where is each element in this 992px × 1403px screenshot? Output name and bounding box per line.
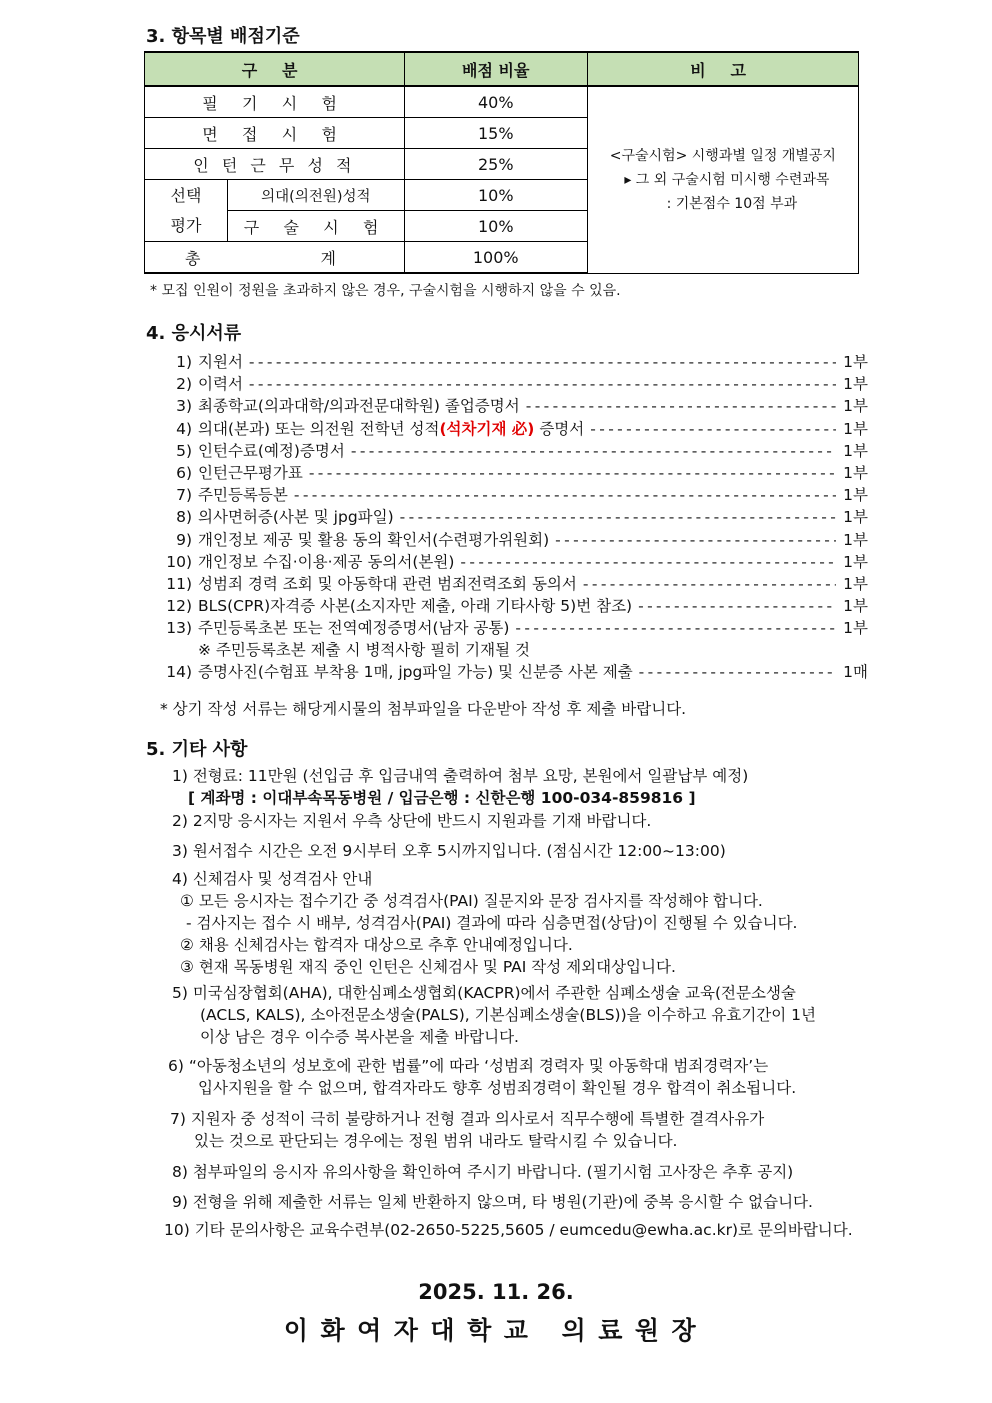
issue-date: 2025. 11. 26. [418, 1280, 574, 1304]
list-item: 3) 최종학교(의과대학/의과전문대학원) 졸업증명서 - - - 1부 [160, 394, 868, 416]
list-item: 5) 인턴수료(예정)증명서 - - - 1부 [160, 439, 868, 461]
list-item: 11) 성범죄 경력 조회 및 아동학대 관련 범죄전력조회 동의서 - - - 1부 [160, 572, 868, 594]
header-remark: 비 고 [587, 52, 858, 86]
row-label: 면 접 시 험 [145, 118, 405, 149]
list-item: 13) 주민등록초본 또는 전역예정증명서(남자 공통) - - - 1부 [160, 616, 868, 638]
documents-note: * 상기 작성 서류는 해당게시물의 첨부파일을 다운받아 작성 후 제출 바랍니다. [160, 700, 687, 718]
list-item: 14) 증명사진(수험표 부착용 1매, jpg파일 가능) 및 신분증 사본 제출 - - - 1매 [160, 660, 868, 682]
bank-account: [ 계좌명 : 이대부속목동병원 / 입금은행 : 신한은행 100-034-859816 ] [188, 789, 696, 807]
list-item: 4) 의대(본과) 또는 의전원 전학년 성적(석차기재 必) 증명서 - - - 1부 [160, 417, 868, 439]
list-item: 1) 지원서 - - - 1부 [160, 350, 868, 372]
etc-item-8: 8) 첨부파일의 응시자 유의사항을 확인하여 주시기 바랍니다. (필기시험 고사장은 추후 공지) [172, 1163, 794, 1181]
signature: 이화여자대학교 의료원장 [283, 1316, 709, 1345]
row-label: 의대(의전원)성적 [228, 180, 405, 211]
etc-item-5: 5) 미국심장협회(AHA), 대한심폐소생협회(KACPR)에서 주관한 심폐소생술 교육(전문소생술 (ACLS, KALS), 소아전문소생술(PALS), 기본심폐소생술(BLS))을 이수하고 유효기간이 1년 이상 남은 경우 이수증 복사본을 제출 바랍니다. [172, 984, 816, 1046]
row-ratio: 15% [404, 118, 587, 149]
row-label: 인 턴 근 무 성 적 [145, 149, 405, 180]
header-ratio: 배점 비율 [404, 52, 587, 86]
remark-cell [587, 86, 858, 273]
etc-item-2: 2) 2지망 응시자는 지원서 우측 상단에 반드시 지원과를 기재 바랍니다. [172, 812, 652, 830]
scoring-table [144, 51, 859, 274]
highlight-rank-required: (석차기재 必) [439, 419, 535, 438]
row-ratio: 40% [404, 86, 587, 118]
list-item: 2) 이력서 - - - 1부 [160, 372, 868, 394]
list-item: 10) 개인정보 수집·이용·제공 동의서(본원) - - - 1부 [160, 550, 868, 572]
list-item: 8) 의사면허증(사본 및 jpg파일) - - - 1부 [160, 505, 868, 527]
etc-item-7: 7) 지원자 중 성적이 극히 불량하거나 전형 결과 의사로서 직무수행에 특별한 결격사유가 있는 것으로 판단되는 경우에는 정원 범위 내라도 탈락시킬 수 있습니다. [170, 1110, 765, 1150]
etc-item-3: 3) 원서접수 시간은 오전 9시부터 오후 5시까지입니다. (점심시간 12:00~13:00) [172, 842, 726, 860]
etc-item-6: 6) “아동청소년의 성보호에 관한 법률”에 따라 ‘성범죄 경력자 및 아동학대 범죄경력자’는 입사지원을 할 수 없으며, 합격자라도 향후 성범죄경력이 확인될 경우 합격이 취소됩니다. [168, 1057, 797, 1097]
list-item: 7) 주민등록등본 - - - 1부 [160, 483, 868, 505]
row-ratio: 10% [404, 180, 587, 211]
etc-item-1: 1) 전형료: 11만원 (선입금 후 입금내역 출력하여 첨부 요망, 본원에서 일괄납부 예정) [ 계좌명 : 이대부속목동병원 / 입금은행 : 신한은행 100-034-859816 ] [160, 765, 872, 809]
remark-line: <구술시험> 시행과별 일정 개별공지 [609, 147, 836, 164]
remark-line: ▸ 그 외 구술시험 미시행 수련과목 [624, 171, 830, 188]
list-item-note: ※ 주민등록초본 제출 시 병적사항 필히 기재될 것 [198, 641, 530, 660]
row-label: 구 술 시 험 [228, 211, 405, 242]
etc-item-9: 9) 전형을 위해 제출한 서류는 일체 반환하지 않으며, 타 병원(기관)에 중복 응시할 수 없습니다. [172, 1193, 813, 1211]
list-item: 6) 인턴근무평가표 - - - 1부 [160, 461, 868, 483]
scoring-footnote: * 모집 인원이 정원을 초과하지 않은 경우, 구술시험을 시행하지 않을 수 있음. [150, 283, 621, 299]
total-ratio: 100% [404, 242, 587, 274]
optional-group-label: 선택 평가 [145, 180, 228, 242]
list-item: 12) BLS(CPR)자격증 사본(소지자만 제출, 아래 기타사항 5)번 참조) - - - 1부 [160, 594, 868, 616]
total-label: 총 계 [145, 242, 405, 274]
row-ratio: 25% [404, 149, 587, 180]
document-list [160, 350, 868, 683]
row-label: 필 기 시 험 [145, 86, 405, 118]
section-title-scoring: 3. 항목별 배점기준 [146, 26, 300, 47]
row-ratio: 10% [404, 211, 587, 242]
section-title-documents: 4. 응시서류 [146, 323, 242, 344]
section-title-etc: 5. 기타 사항 [146, 739, 248, 760]
remark-line: : 기본점수 10점 부과 [666, 195, 798, 212]
etc-item-4: 4) 신체검사 및 성격검사 안내 ① 모든 응시자는 접수기간 중 성격검사(PAI) 질문지와 문장 검사지를 작성해야 합니다. - 검사지는 접수 시 배부, 성격검사(PAI) 결과에 따라 심층면접(상담)이 진행될 수 있습니다. ② 채용 신체검사는 합격자 대상으로 추후 안내예정입니다. ③ 현재 목동병원 재직 중인 인턴은 신체검사 및 PAI 작성 제외대상입니다. [172, 870, 798, 976]
etc-item-10: 10) 기타 문의사항은 교육수련부(02-2650-5225,5605 / eumcedu@ewha.ac.kr)로 문의바랍니다. [164, 1221, 853, 1239]
list-item: 9) 개인정보 제공 및 활용 동의 확인서(수련평가위원회) - - - 1부 [160, 528, 868, 550]
header-category: 구 분 [145, 52, 405, 86]
